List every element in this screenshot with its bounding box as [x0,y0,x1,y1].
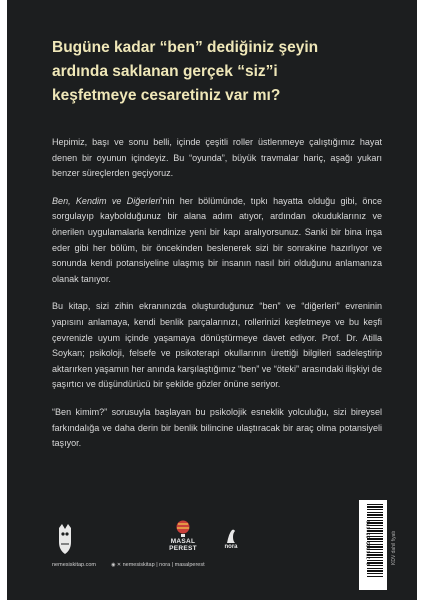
website-link[interactable]: nemesiskitap.com [52,562,97,568]
headline [52,36,382,108]
nora-logo [219,528,243,558]
paragraph-2-text: ’nin her bölümünde, tıpkı hayatta olduğu gibi, önce sorgulayıp kaybolduğunuz bir alana adım atıyor, ardından okuduklarınız ve önerilen uygulamalarla kendinize yeni bir kapı aralıyorsunuz. Sanki bir bina inşa eder gibi her bölüm, bir öncekinden beslenerek sizi bir sonrakine hazırlıyor ve sonunda kendi potansiyeline ulaşmış bir insanın nasıl biri olduğunu anlamanıza olanak tanıyor. [52,195,382,284]
nora-label: nora [224,544,238,550]
headline-line-1: Bugüne kadar “ben” dediğiniz şeyin [52,39,319,56]
isbn-number: 9 786255 551678 [366,520,372,566]
paragraph-1: Hepimiz, başı ve sonu belli, içinde çeşitli roller üstlenmeye çalıştığımız hayat denen bir oyunun içindeyiz. Bu “oyunda”, büyük travmalar hariç, aşağı yukarı benzer süreçlerden geçiyoruz. [52,137,382,179]
headline-line-2: ardında saklanan gerçek “siz”i [52,63,278,80]
paragraph-3: Bu kitap, sizi zihin ekranınızda oluşturduğunuz “ben” ve “diğerleri” evreninin yapısını anlamaya, kendi benlik parçalarınızı, rollerinizi keşfetmeye ve bu keşfi çevrenizle uyum içinde yaşamaya dönüştürmeye davet ediyor. Prof. Dr. Atilla Soykan; psikoloji, felsefe ve psikoterapi okullarının ürettiği bilgileri sadeleştirip aktarırken yaşamın her anında karşılaştığımız “ben” ve “öteki” arasındaki ilişkiyi de şaşırtıcı ve düşündürücü bir şekilde gözler önüne seriyor. [52,301,382,390]
barcode [359,500,387,590]
nemesis-logo [53,522,77,556]
book-back-cover [7,0,417,600]
footer [52,562,205,568]
paragraph-4: “Ben kimim?” sorusuyla başlayan bu psikolojik esneklik yolculuğu, sizi bireysel farkındalığa ve daha derin bir benlik bilincine ulaştıracak bir araç olma potansiyeli taşıyor. [52,406,382,449]
perest-label: PEREST [169,545,197,552]
social-handles: nemesiskitap | nora | masalperest [122,562,205,568]
masal-label: MASAL [170,538,196,545]
balloon-icon [175,520,191,538]
blurb [52,135,382,464]
book-title-italic: Ben, Kendim ve Diğerleri [52,195,161,206]
paragraph-2 [52,194,382,288]
social-icons: ◉ ✕ [111,562,122,568]
nora-figure-icon [224,528,238,544]
masal-perest-logo [163,520,203,560]
headline-line-3: keşfetmeye cesaretiniz var mı? [52,87,281,104]
price-note: KDV dahil fiyatı [391,530,397,565]
